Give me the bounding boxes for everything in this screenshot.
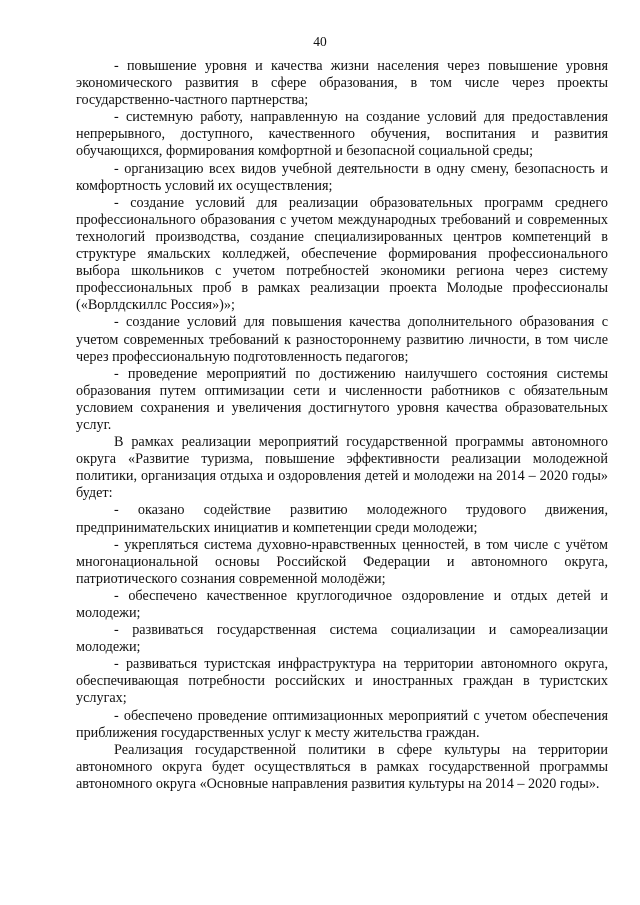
paragraph-6: - проведение мероприятий по достижению наилучшего состояния системы образования путем оптимизации сети и численности работников с обязательным условием сохранения и увеличения достигнутого уровня качества образовательных услуг. xyxy=(76,365,608,433)
document-body xyxy=(76,58,608,793)
paragraph-13: - обеспечено проведение оптимизационных мероприятий с учетом обеспечения приближения государственных услуг к месту жительства граждан. xyxy=(76,707,608,741)
paragraph-8: - оказано содействие развитию молодежного трудового движения, предпринимательских инициатив и компетенции среди молодежи; xyxy=(76,502,608,536)
page-number: 40 xyxy=(313,34,327,49)
paragraph-4: - создание условий для реализации образовательных программ среднего профессионального образования с учетом международных требований и современных технологий производства, создание специализированных центров компетенций в структуре ямальских колледжей, обеспечение формирования профессионального выбора школьников с учетом потребностей экономики региона через систему профессиональных проб в рамках реализации проекта Молодые профессионалы («Ворлдскиллс Россия»)»; xyxy=(76,194,608,314)
paragraph-14: Реализация государственной политики в сфере культуры на территории автономного округа будет осуществляться в рамках государственной программы автономного округа «Основные направления развития культуры на 2014 – 2020 годы». xyxy=(76,741,608,792)
paragraph-11: - развиваться государственная система социализации и самореализации молодежи; xyxy=(76,622,608,656)
paragraph-5: - создание условий для повышения качества дополнительного образования с учетом современных требований к разностороннему развитию личности, в том числе через профессиональную подготовленность педагогов; xyxy=(76,314,608,365)
paragraph-12: - развиваться туристская инфраструктура на территории автономного округа, обеспечивающая потребности российских и иностранных граждан в туристских услугах; xyxy=(76,656,608,707)
paragraph-7: В рамках реализации мероприятий государственной программы автономного округа «Развитие туризма, повышение эффективности реализации молодежной политики, организация отдыха и оздоровления детей и молодежи на 2014 – 2020 годы» будет: xyxy=(76,434,608,502)
paragraph-2: - системную работу, направленную на создание условий для предоставления непрерывного, доступного, качественного обучения, воспитания и развития обучающихся, формирования комфортной и безопасной социальной среды; xyxy=(76,109,608,160)
paragraph-1: - повышение уровня и качества жизни населения через повышение уровня экономического развития в сфере образования, в том числе через проекты государственно-частного партнерства; xyxy=(76,58,608,109)
paragraph-10: - обеспечено качественное круглогодичное оздоровление и отдых детей и молодежи; xyxy=(76,587,608,621)
paragraph-9: - укрепляться система духовно-нравственных ценностей, в том числе с учётом многонациональной основы Российской Федерации и автономного округа, патриотического сознания современной молодёжи; xyxy=(76,536,608,587)
paragraph-3: - организацию всех видов учебной деятельности в одну смену, безопасность и комфортность условий их осуществления; xyxy=(76,160,608,194)
